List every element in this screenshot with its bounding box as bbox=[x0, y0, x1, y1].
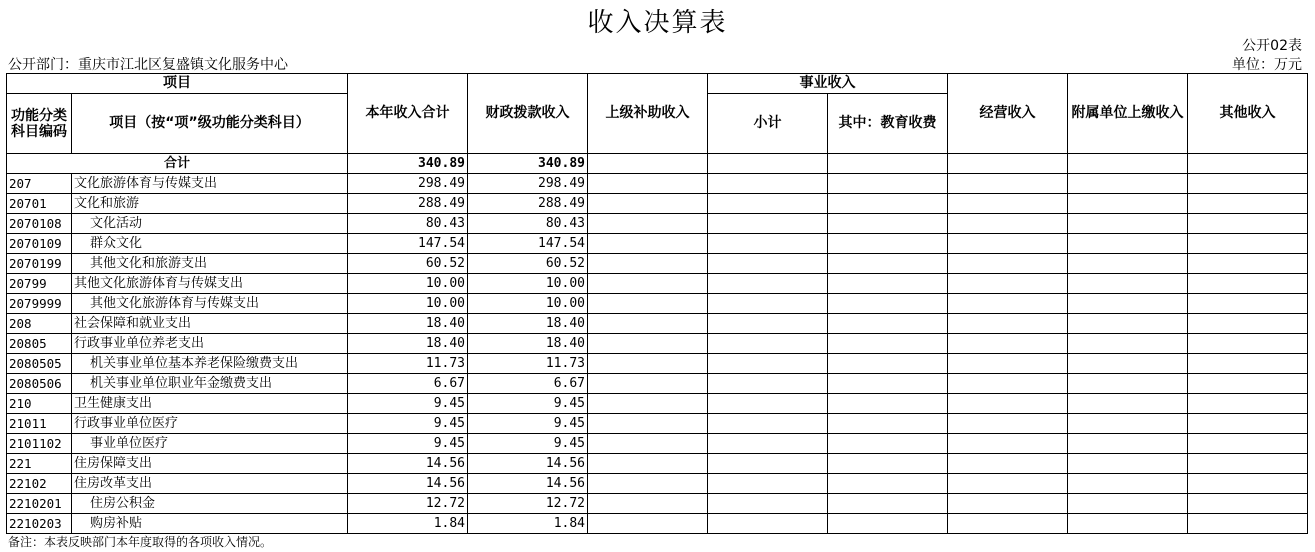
row-code: 22102 bbox=[7, 474, 72, 494]
empty-cell bbox=[588, 394, 708, 414]
table-row bbox=[7, 354, 1308, 374]
empty-cell bbox=[588, 214, 708, 234]
header-fiscal: 财政拨款收入 bbox=[468, 74, 588, 154]
empty-cell bbox=[1068, 294, 1188, 314]
empty-cell bbox=[1188, 414, 1308, 434]
row-total-income: 9.45 bbox=[348, 414, 468, 434]
row-fiscal: 288.49 bbox=[468, 194, 588, 214]
empty-cell bbox=[1188, 314, 1308, 334]
empty-cell bbox=[1068, 514, 1188, 534]
empty-cell bbox=[948, 334, 1068, 354]
row-total-income: 80.43 bbox=[348, 214, 468, 234]
row-code: 210 bbox=[7, 394, 72, 414]
row-fiscal: 9.45 bbox=[468, 434, 588, 454]
empty-cell bbox=[1188, 294, 1308, 314]
row-total-income: 1.84 bbox=[348, 514, 468, 534]
empty-cell bbox=[1068, 174, 1188, 194]
empty-cell bbox=[828, 194, 948, 214]
row-fiscal: 18.40 bbox=[468, 314, 588, 334]
empty-cell bbox=[828, 354, 948, 374]
empty-cell bbox=[948, 254, 1068, 274]
empty-cell bbox=[708, 354, 828, 374]
row-fiscal: 6.67 bbox=[468, 374, 588, 394]
empty-cell bbox=[948, 314, 1068, 334]
empty-cell bbox=[828, 394, 948, 414]
empty-cell bbox=[1068, 194, 1188, 214]
empty-cell bbox=[708, 454, 828, 474]
empty-cell bbox=[1068, 314, 1188, 334]
empty-cell bbox=[708, 294, 828, 314]
header-item: 项目 bbox=[7, 74, 348, 94]
empty-cell bbox=[948, 414, 1068, 434]
empty-cell bbox=[1068, 274, 1188, 294]
empty-cell bbox=[948, 174, 1068, 194]
empty-cell bbox=[948, 194, 1068, 214]
row-name: 文化旅游体育与传媒支出 bbox=[72, 174, 348, 194]
row-total-income: 18.40 bbox=[348, 334, 468, 354]
empty-cell bbox=[1068, 414, 1188, 434]
empty-cell bbox=[1188, 214, 1308, 234]
empty-cell bbox=[828, 514, 948, 534]
empty-cell bbox=[708, 434, 828, 454]
header-name: 项目（按“项”级功能分类科目） bbox=[72, 94, 348, 154]
empty-cell bbox=[948, 434, 1068, 454]
empty-cell bbox=[1188, 454, 1308, 474]
empty-cell bbox=[948, 354, 1068, 374]
empty-cell bbox=[708, 174, 828, 194]
empty-cell bbox=[708, 314, 828, 334]
empty-cell bbox=[1068, 334, 1188, 354]
page-title: 收入决算表 bbox=[587, 8, 728, 38]
empty-cell bbox=[588, 414, 708, 434]
table-row bbox=[7, 394, 1308, 414]
row-total-income: 60.52 bbox=[348, 254, 468, 274]
empty-cell bbox=[1188, 434, 1308, 454]
row-code: 2079999 bbox=[7, 294, 72, 314]
row-total-income: 14.56 bbox=[348, 454, 468, 474]
table-row bbox=[7, 314, 1308, 334]
table-row bbox=[7, 494, 1308, 514]
row-name: 卫生健康支出 bbox=[72, 394, 348, 414]
empty-cell bbox=[1188, 494, 1308, 514]
row-fiscal: 14.56 bbox=[468, 454, 588, 474]
empty-cell bbox=[588, 434, 708, 454]
table-row bbox=[7, 274, 1308, 294]
row-total-income: 9.45 bbox=[348, 394, 468, 414]
row-total-income: 10.00 bbox=[348, 274, 468, 294]
row-name: 住房公积金 bbox=[72, 494, 348, 514]
total-label: 合计 bbox=[7, 154, 348, 174]
empty-cell bbox=[708, 214, 828, 234]
empty-cell bbox=[708, 274, 828, 294]
empty-cell bbox=[828, 334, 948, 354]
total-fiscal-value: 340.89 bbox=[468, 154, 588, 174]
row-total-income: 12.72 bbox=[348, 494, 468, 514]
table-row bbox=[7, 194, 1308, 214]
empty-cell bbox=[828, 174, 948, 194]
header-education-fee: 其中：教育收费 bbox=[828, 94, 948, 154]
row-fiscal: 60.52 bbox=[468, 254, 588, 274]
empty-cell bbox=[828, 294, 948, 314]
empty-cell bbox=[1068, 374, 1188, 394]
empty-cell bbox=[1068, 254, 1188, 274]
income-table bbox=[6, 73, 1308, 534]
row-code: 2101102 bbox=[7, 434, 72, 454]
empty-cell bbox=[948, 474, 1068, 494]
row-code: 207 bbox=[7, 174, 72, 194]
empty-cell bbox=[948, 494, 1068, 514]
empty-cell bbox=[588, 454, 708, 474]
empty-cell bbox=[828, 274, 948, 294]
empty-cell bbox=[948, 454, 1068, 474]
table-row bbox=[7, 454, 1308, 474]
table-row bbox=[7, 174, 1308, 194]
row-name: 文化活动 bbox=[72, 214, 348, 234]
empty-cell bbox=[1188, 374, 1308, 394]
empty-cell bbox=[828, 454, 948, 474]
row-code: 2070108 bbox=[7, 214, 72, 234]
empty-cell bbox=[1068, 214, 1188, 234]
empty-cell bbox=[1068, 454, 1188, 474]
row-name: 事业单位医疗 bbox=[72, 434, 348, 454]
table-row bbox=[7, 414, 1308, 434]
row-name: 行政事业单位养老支出 bbox=[72, 334, 348, 354]
empty-cell bbox=[828, 434, 948, 454]
empty-cell bbox=[948, 234, 1068, 254]
empty-cell bbox=[828, 314, 948, 334]
row-total-income: 288.49 bbox=[348, 194, 468, 214]
empty-cell bbox=[588, 334, 708, 354]
empty-cell bbox=[708, 194, 828, 214]
header-subtotal: 小计 bbox=[708, 94, 828, 154]
row-code: 21011 bbox=[7, 414, 72, 434]
empty-cell bbox=[828, 414, 948, 434]
header-code: 功能分类科目编码 bbox=[7, 94, 72, 154]
empty-cell bbox=[1188, 394, 1308, 414]
row-name: 机关事业单位职业年金缴费支出 bbox=[72, 374, 348, 394]
row-fiscal: 10.00 bbox=[468, 274, 588, 294]
empty-cell bbox=[588, 354, 708, 374]
row-total-income: 18.40 bbox=[348, 314, 468, 334]
empty-cell bbox=[1068, 434, 1188, 454]
table-row bbox=[7, 434, 1308, 454]
row-code: 208 bbox=[7, 314, 72, 334]
row-fiscal: 18.40 bbox=[468, 334, 588, 354]
empty-cell bbox=[1068, 394, 1188, 414]
row-code: 221 bbox=[7, 454, 72, 474]
row-code: 20799 bbox=[7, 274, 72, 294]
empty-cell bbox=[588, 514, 708, 534]
empty-cell bbox=[588, 374, 708, 394]
row-fiscal: 12.72 bbox=[468, 494, 588, 514]
row-name: 其他文化旅游体育与传媒支出 bbox=[72, 294, 348, 314]
total-income-value: 340.89 bbox=[348, 154, 468, 174]
department-label: 公开部门：重庆市江北区复盛镇文化服务中心 bbox=[8, 57, 288, 73]
row-code: 2070109 bbox=[7, 234, 72, 254]
total-row bbox=[7, 154, 1308, 174]
empty-cell bbox=[1068, 234, 1188, 254]
row-fiscal: 11.73 bbox=[468, 354, 588, 374]
empty-cell bbox=[588, 314, 708, 334]
row-code: 2080505 bbox=[7, 354, 72, 374]
empty-cell bbox=[1188, 514, 1308, 534]
empty-cell bbox=[1188, 354, 1308, 374]
row-name: 机关事业单位基本养老保险缴费支出 bbox=[72, 354, 348, 374]
row-total-income: 9.45 bbox=[348, 434, 468, 454]
empty-cell bbox=[588, 174, 708, 194]
empty-cell bbox=[1068, 494, 1188, 514]
row-code: 20701 bbox=[7, 194, 72, 214]
empty-cell bbox=[1188, 194, 1308, 214]
empty-cell bbox=[828, 234, 948, 254]
empty-cell bbox=[828, 374, 948, 394]
row-name: 住房保障支出 bbox=[72, 454, 348, 474]
empty-cell bbox=[708, 514, 828, 534]
form-number: 公开02表 bbox=[1242, 38, 1302, 54]
empty-cell bbox=[948, 394, 1068, 414]
row-fiscal: 10.00 bbox=[468, 294, 588, 314]
row-name: 购房补贴 bbox=[72, 514, 348, 534]
header-affiliated: 附属单位上缴收入 bbox=[1068, 74, 1188, 154]
header-total-income: 本年收入合计 bbox=[348, 74, 468, 154]
row-code: 2080506 bbox=[7, 374, 72, 394]
row-fiscal: 298.49 bbox=[468, 174, 588, 194]
empty-cell bbox=[1188, 254, 1308, 274]
empty-cell bbox=[1188, 174, 1308, 194]
empty-cell bbox=[948, 294, 1068, 314]
table-row bbox=[7, 294, 1308, 314]
footnote: 备注：本表反映部门本年度取得的各项收入情况。 bbox=[8, 535, 273, 549]
empty-cell bbox=[1068, 354, 1188, 374]
row-fiscal: 14.56 bbox=[468, 474, 588, 494]
unit-label: 单位：万元 bbox=[1232, 57, 1302, 73]
empty-cell bbox=[708, 334, 828, 354]
row-total-income: 147.54 bbox=[348, 234, 468, 254]
empty-cell bbox=[1188, 234, 1308, 254]
row-total-income: 14.56 bbox=[348, 474, 468, 494]
table-row bbox=[7, 214, 1308, 234]
empty-cell bbox=[828, 214, 948, 234]
empty-cell bbox=[1188, 274, 1308, 294]
row-fiscal: 147.54 bbox=[468, 234, 588, 254]
empty-cell bbox=[588, 474, 708, 494]
row-name: 行政事业单位医疗 bbox=[72, 414, 348, 434]
row-code: 2070199 bbox=[7, 254, 72, 274]
table-row bbox=[7, 474, 1308, 494]
empty-cell bbox=[828, 254, 948, 274]
empty-cell bbox=[708, 254, 828, 274]
table-row bbox=[7, 334, 1308, 354]
header-superior-subsidy: 上级补助收入 bbox=[588, 74, 708, 154]
row-name: 其他文化和旅游支出 bbox=[72, 254, 348, 274]
empty-cell bbox=[1188, 474, 1308, 494]
empty-cell bbox=[708, 474, 828, 494]
row-code: 20805 bbox=[7, 334, 72, 354]
row-fiscal: 1.84 bbox=[468, 514, 588, 534]
empty-cell bbox=[828, 474, 948, 494]
row-fiscal: 80.43 bbox=[468, 214, 588, 234]
row-fiscal: 9.45 bbox=[468, 394, 588, 414]
empty-cell bbox=[588, 294, 708, 314]
row-name: 群众文化 bbox=[72, 234, 348, 254]
row-total-income: 11.73 bbox=[348, 354, 468, 374]
empty-cell bbox=[588, 234, 708, 254]
table-row bbox=[7, 514, 1308, 534]
empty-cell bbox=[588, 194, 708, 214]
empty-cell bbox=[948, 214, 1068, 234]
row-code: 2210201 bbox=[7, 494, 72, 514]
empty-cell bbox=[1068, 474, 1188, 494]
table-row bbox=[7, 234, 1308, 254]
row-code: 2210203 bbox=[7, 514, 72, 534]
row-name: 其他文化旅游体育与传媒支出 bbox=[72, 274, 348, 294]
row-name: 社会保障和就业支出 bbox=[72, 314, 348, 334]
header-operating: 经营收入 bbox=[948, 74, 1068, 154]
row-name: 住房改革支出 bbox=[72, 474, 348, 494]
empty-cell bbox=[1188, 334, 1308, 354]
header-business-income: 事业收入 bbox=[708, 74, 948, 94]
empty-cell bbox=[948, 514, 1068, 534]
table-row bbox=[7, 374, 1308, 394]
row-total-income: 10.00 bbox=[348, 294, 468, 314]
header-other: 其他收入 bbox=[1188, 74, 1308, 154]
row-total-income: 6.67 bbox=[348, 374, 468, 394]
empty-cell bbox=[588, 494, 708, 514]
row-total-income: 298.49 bbox=[348, 174, 468, 194]
empty-cell bbox=[708, 414, 828, 434]
row-fiscal: 9.45 bbox=[468, 414, 588, 434]
empty-cell bbox=[828, 494, 948, 514]
row-name: 文化和旅游 bbox=[72, 194, 348, 214]
empty-cell bbox=[708, 234, 828, 254]
empty-cell bbox=[708, 394, 828, 414]
table-row bbox=[7, 254, 1308, 274]
empty-cell bbox=[948, 374, 1068, 394]
empty-cell bbox=[708, 374, 828, 394]
empty-cell bbox=[708, 494, 828, 514]
empty-cell bbox=[948, 274, 1068, 294]
empty-cell bbox=[588, 254, 708, 274]
empty-cell bbox=[588, 274, 708, 294]
